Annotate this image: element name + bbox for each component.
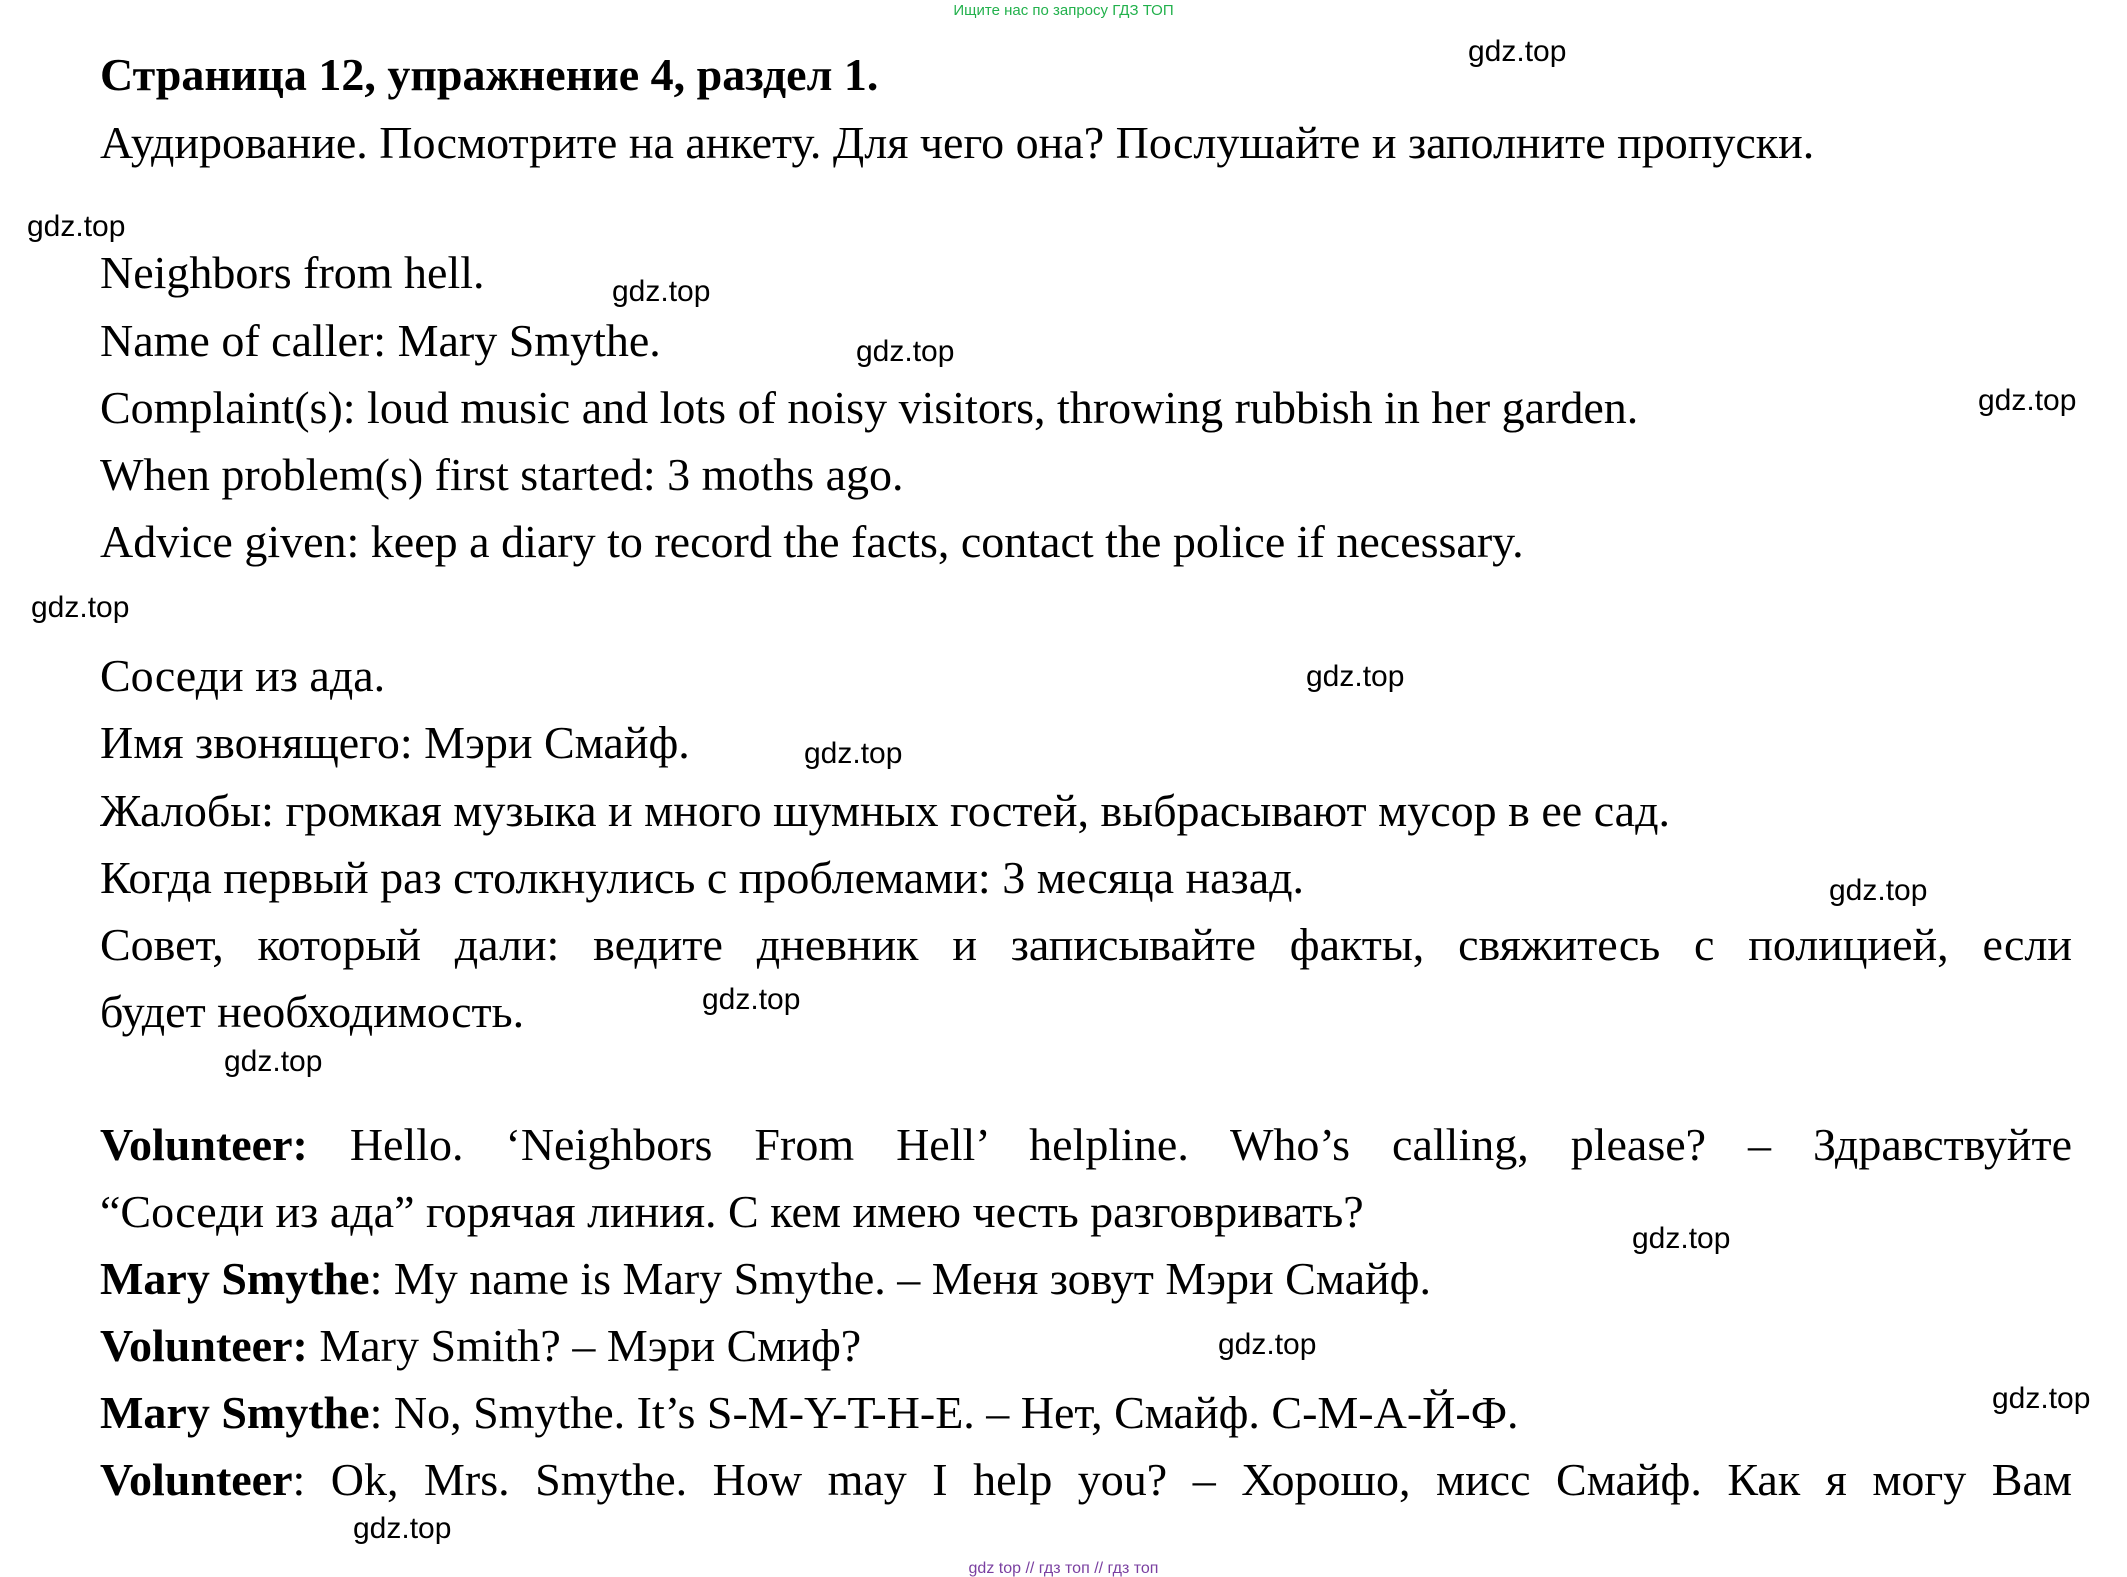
english-line-4: When problem(s) first started: 3 moths ago.: [100, 449, 904, 500]
english-line-5: Advice given: keep a diary to record the facts, contact the police if necessary.: [100, 516, 1524, 567]
dialogue-speaker: Volunteer:: [100, 1320, 308, 1371]
watermark: gdz.top: [856, 335, 955, 368]
watermark: gdz.top: [1829, 874, 1928, 907]
watermark: gdz.top: [1632, 1222, 1731, 1255]
top-banner-note: Ищите нас по запросу ГДЗ ТОП: [953, 2, 1174, 19]
english-line-1: Neighbors from hell.: [100, 247, 485, 298]
watermark: gdz.top: [224, 1045, 323, 1078]
russian-line-3: Жалобы: громкая музыка и много шумных гостей, выбрасывают мусор в ее сад.: [100, 785, 1670, 836]
watermark: gdz.top: [353, 1512, 452, 1545]
dialogue-line-2: [100, 1186, 1364, 1237]
dialogue-line-1: [100, 1119, 2072, 1170]
dialogue-text: “Соседи из ада” горячая линия. С кем имею честь разговривать?: [100, 1186, 1364, 1237]
bottom-banner-note: gdz top // гдз топ // гдз топ: [968, 1560, 1159, 1577]
dialogue-line-3: [100, 1253, 1431, 1304]
dialogue-line-4: [100, 1320, 862, 1371]
russian-line-5: Совет, который дали: ведите дневник и записывайте факты, свяжитесь с полицией, если: [100, 919, 2072, 970]
dialogue-text: Hello. ‘Neighbors From Hell’ helpline. Who’s calling, please? – Здравствуйте: [307, 1119, 2072, 1170]
dialogue-line-5: [100, 1387, 1519, 1438]
watermark: gdz.top: [702, 983, 801, 1016]
watermark: gdz.top: [31, 591, 130, 624]
english-line-2: Name of caller: Mary Smythe.: [100, 315, 661, 366]
russian-line-1: Соседи из ада.: [100, 650, 386, 701]
watermark: gdz.top: [1978, 384, 2077, 417]
dialogue-text: Mary Smith? – Мэри Смиф?: [307, 1320, 862, 1371]
watermark: gdz.top: [804, 737, 903, 770]
russian-line-6: будет необходимость.: [100, 986, 525, 1037]
english-line-3: Complaint(s): loud music and lots of noisy visitors, throwing rubbish in her garden.: [100, 382, 1639, 433]
dialogue-text: : Ok, Mrs. Smythe. How may I help you? – Хорошо, мисс Смайф. Как я могу Вам: [292, 1454, 2072, 1505]
watermark: gdz.top: [1306, 660, 1405, 693]
watermark: gdz.top: [1992, 1382, 2091, 1415]
watermark: gdz.top: [27, 210, 126, 243]
page-title: Страница 12, упражнение 4, раздел 1.: [100, 49, 879, 100]
watermark: gdz.top: [612, 275, 711, 308]
dialogue-speaker: Mary Smythe: [100, 1253, 370, 1304]
dialogue-speaker: Volunteer:: [100, 1119, 308, 1170]
dialogue-speaker: Volunteer: [100, 1454, 293, 1505]
dialogue-speaker: Mary Smythe: [100, 1387, 370, 1438]
dialogue-text: : My name is Mary Smythe. – Меня зовут Мэри Смайф.: [369, 1253, 1431, 1304]
russian-line-2: Имя звонящего: Мэри Смайф.: [100, 717, 690, 768]
russian-line-4: Когда первый раз столкнулись с проблемами: 3 месяца назад.: [100, 852, 1305, 903]
watermark: gdz.top: [1218, 1328, 1317, 1361]
dialogue-line-6: [100, 1454, 2072, 1505]
instruction: Аудирование. Посмотрите на анкету. Для чего она? Послушайте и заполните пропуски.: [100, 117, 1815, 168]
watermark: gdz.top: [1468, 35, 1567, 68]
dialogue-text: : No, Smythe. It’s S-M-Y-T-H-E. – Нет, Смайф. С-М-А-Й-Ф.: [369, 1387, 1519, 1438]
